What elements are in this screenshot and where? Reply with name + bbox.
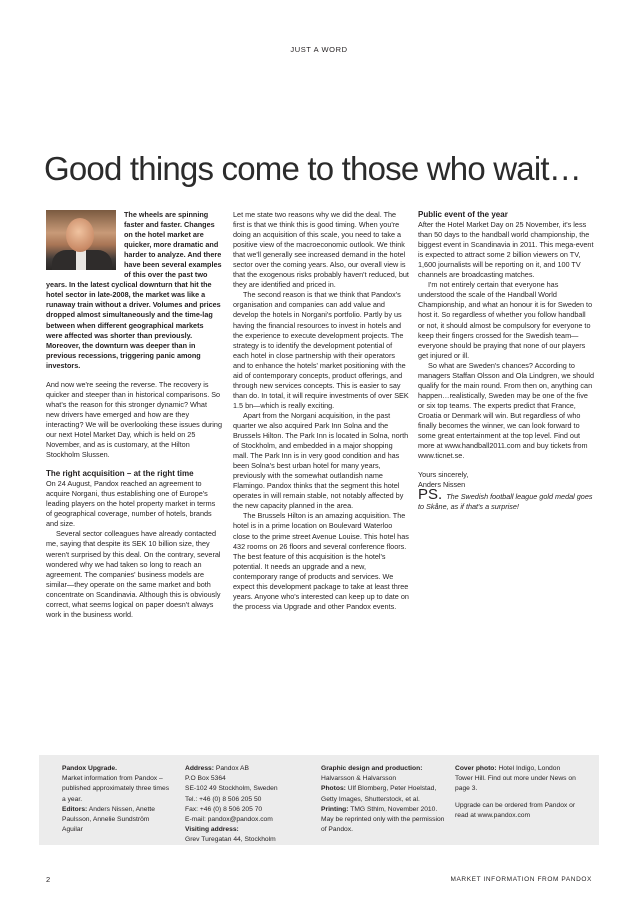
paragraph: On 24 August, Pandox reached an agreement to acquire Norgani, thus establishing one of Europe's leading players on the hotel property market in terms of geographical coverage, number of hotels, brands and size. [46, 479, 216, 529]
editors-label: Editors: [62, 805, 88, 813]
design: Halvarsson & Halvarsson [321, 775, 397, 783]
paragraph: So what are Sweden's chances? According to managers Staffan Olsson and Ola Lindgren, we should qualify for the main round. From then on, anything can happen…realistically, Sweden may be one of the five or six top teams. The experts predict that France, Croatia or Denmark will win. But regardless of who finally becomes the winner, we can look forward to some great entertainment at the top level. Find out more at www.handball2011.com and buy tickets from www.ticnet.se. [418, 360, 594, 461]
visiting-address: Grev Turegatan 44, Stockholm [185, 836, 276, 844]
paragraph: Several sector colleagues have already contacted me, saying that despite its SEK 10 billion size, they weren't surprised by this deal. On the contrary, several wondered why we had taken so long to reach an agreement. The companies' business models are similar—they operate on the same market and both concentrate on Scandinavia. Although this is obviously correct, what seems logical on paper doesn't always work in the business world. [46, 529, 221, 619]
address-line: E-mail: pandox@pandox.com [185, 816, 273, 824]
photos: Ulf Blomberg, Peter Hoelstad, Getty Images, Shutterstock, et al. [321, 785, 437, 803]
colophon-column-1 [62, 764, 170, 835]
column-1 [46, 210, 222, 620]
portrait-shirt [76, 250, 86, 270]
section-label: JUST A WORD [290, 45, 348, 54]
paragraph: Let me state two reasons why we did the deal. The first is that we think this is good timing. When you're doing an acquisition of this scale, you need to take a positive view of the macroeconomic outlook. We think that we'll generally see increased demand in the hotel sector over the coming years. Also, our overall view is that the exogenous risks probably haven't reduced, but they are identified and priced in. [233, 210, 409, 290]
colophon-column-2 [185, 764, 305, 846]
colophon-column-3 [321, 764, 445, 835]
portrait-photo [46, 210, 116, 270]
colophon-column-4 [455, 764, 579, 821]
paragraph: The Brussels Hilton is an amazing acquisition. The hotel is in a prime location on Boulevard Waterloo close to the prime street Avenue Louise. This hotel has 432 rooms on 26 floors and several conference floors. The best feature of this acquisition is the hotel's potential. It needs an upgrade and a new, contemporary range of products and services. We expect this development package to take at least three years. Anyone who's interested can keep up to date on the process via Upgrade and other Pandox events. [233, 511, 409, 611]
paragraph: I'm not entirely certain that everyone has understood the scale of the Handball World Championship, and what an honour it is for Sweden to host it. So regardless of whether you follow handball or not, it should almost be compulsory for everyone to keep their fingers crossed for the Swedish team—everyone should be praying that none of our players get injured or ill. [418, 280, 593, 360]
paragraph: The second reason is that we think that Pandox's organisation and companies can add value and develop the hotels in Norgani's portfolio. Partly by us having the financial resources to invest in hotels and the experience to execute development projects. The strategy is to identify the development potential of each hotel in close partnership with their operators and to enhance the hotels' market positioning with the aid of contemporary concepts, product offerings, and through new services concepts. This is easier to say than do. In total, it will require investments of over SEK 1.5 bn—which is really exciting. [233, 290, 409, 410]
visiting-label: Visiting address: [185, 826, 239, 834]
column-3 [418, 210, 594, 512]
printing-label: Printing: [321, 805, 349, 813]
order-info: Upgrade can be ordered from Pandox or read at www.pandox.com [455, 801, 576, 819]
colophon-box [39, 755, 599, 845]
publication-title: Pandox Upgrade. [62, 765, 117, 772]
editors: Anders Nissen, Anette Paulsson, Annelie Sundström Aguilar [62, 805, 155, 834]
address-label: Address: [185, 765, 214, 772]
publication-description: Market information from Pandox – published approximately three times a year. [62, 775, 170, 803]
address-line: P.O Box 5364 [185, 775, 226, 783]
ps-label: PS. [418, 486, 443, 504]
design-label: Graphic design and production: [321, 765, 423, 772]
subheading: The right acquisition – at the right time [46, 469, 194, 479]
page-number: 2 [46, 875, 51, 884]
portrait-face [66, 218, 94, 252]
running-footer: MARKET INFORMATION FROM PANDOX [450, 876, 592, 883]
paragraph: After the Hotel Market Day on 25 November, it's less than 50 days to the handball world championship, the biggest event in Scandinavia in 2011. This mega-event is expected to attract some 2 billion viewers on TV, 1,600 journalists will be reporting on it, and 100 TV channels are broadcasting matches. [418, 220, 594, 280]
intro-paragraph: The wheels are spinning faster and faster. Changes on the hotel market are quicker, more dramatic and harder to analyze. And there have been several examples of this over the past two years. In the latest cyclical downturn that hit the hotel sector in late-2008, the market was like a runaway train without a driver. Volumes and prices dropped almost simultaneously and the time-lag between when different geographical markets were affected was shorter than previously. Moreover, the downturn was deeper than in previous recessions, triggering panic among investors. [46, 210, 222, 370]
address-line: SE-102 49 Stockholm, Sweden [185, 785, 278, 793]
column-2 [233, 210, 409, 612]
paragraph: And now we're seeing the reverse. The recovery is quicker and steeper than in historical comparisons. So what's the reason for this stronger dynamic? What new drivers have emerged and how are they interacting? We will be overlooking these issues during our next Hotel Market Day, which is held on 25 November, and as is customary, at the Hilton Stockholm Slussen. [46, 379, 222, 460]
top-bar [0, 0, 638, 17]
cover-label: Cover photo: [455, 765, 497, 772]
postscript [418, 486, 594, 512]
headline: Good things come to those who wait… [44, 150, 581, 188]
closing: Yours sincerely, [418, 470, 469, 480]
address-line: Fax: +46 (0) 8 506 205 70 [185, 805, 263, 813]
printing: TMG Sthlm, November 2010. May be reprinted only with the permission of Pandox. [321, 805, 445, 834]
photos-label: Photos: [321, 785, 346, 793]
ps-text: The Swedish football league gold medal goes to Skåne, as if that's a surprise! [418, 492, 593, 512]
signature: Anders Nissen [418, 480, 466, 490]
paragraph: Apart from the Norgani acquisition, in the past quarter we also acquired Park Inn Solna and the Brussels Hilton. The Park Inn is located in Solna, north of Stockholm, and embedded in a major shopping mall. The Park Inn is in very good condition and has been Solna's best urban hotel for many years, previously with the somewhat outlandish name Flamingo. Pandox thinks that the segment this hotel operates in will remain stable, not notably affected by the new capacity planned in the area. [233, 410, 409, 511]
subheading: Public event of the year [418, 210, 508, 219]
cover: Hotel Indigo, London Tower Hill. Find out more under News on page 3. [455, 765, 576, 793]
address-line: Tel.: +46 (0) 8 506 205 50 [185, 795, 262, 803]
address-name: Pandox AB [215, 765, 249, 772]
